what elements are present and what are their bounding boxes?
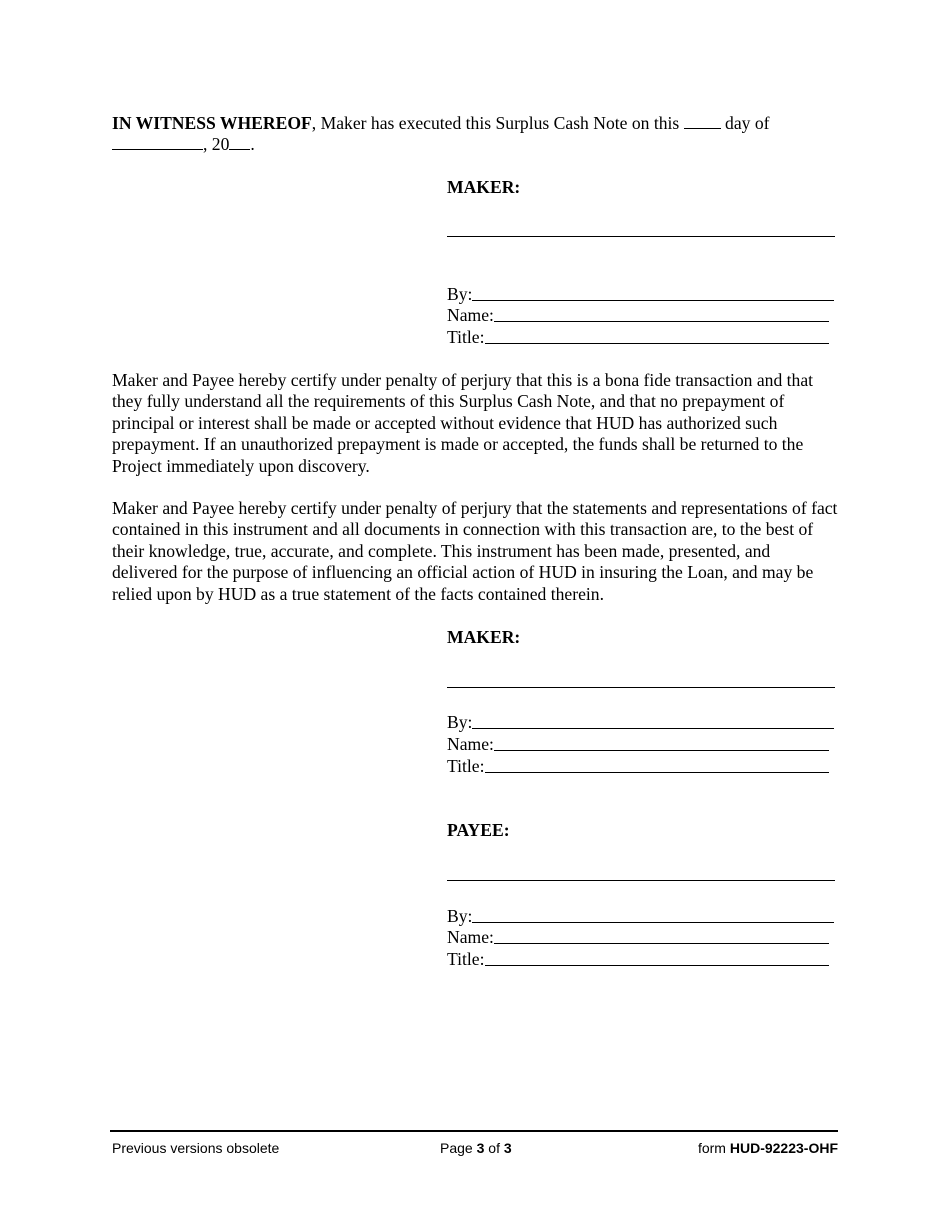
name-line[interactable] <box>494 321 829 322</box>
year-blank[interactable] <box>229 149 250 150</box>
form-number-value: HUD-92223-OHF <box>729 1140 838 1156</box>
title-label: Title: <box>447 756 485 776</box>
witness-text-b: day of <box>720 113 770 133</box>
page-prefix: Page <box>440 1140 477 1156</box>
maker-title-field-1[interactable] <box>447 327 829 348</box>
maker-name-field-1[interactable] <box>447 305 829 326</box>
witness-clause-line-2 <box>112 134 255 155</box>
title-label: Title: <box>447 949 485 969</box>
page-of: of <box>484 1140 504 1156</box>
witness-text-a: , Maker has executed this Surplus Cash Note on this <box>311 113 684 133</box>
title-line[interactable] <box>485 343 829 344</box>
maker-signature-line-1[interactable] <box>447 236 835 237</box>
month-blank[interactable] <box>112 149 203 150</box>
maker-name-field-2[interactable] <box>447 734 829 755</box>
name-line[interactable] <box>494 750 829 751</box>
page-indicator <box>440 1139 512 1157</box>
name-label: Name: <box>447 734 494 754</box>
by-label: By: <box>447 712 473 732</box>
maker-by-field-1[interactable] <box>447 284 834 305</box>
payee-heading: PAYEE: <box>447 820 510 840</box>
name-line[interactable] <box>494 943 829 944</box>
form-prefix: form <box>697 1140 730 1156</box>
witness-text-d: . <box>250 134 255 154</box>
by-label: By: <box>447 906 473 926</box>
footer-divider <box>110 1130 838 1132</box>
certification-paragraph-2: Maker and Payee hereby certify under penalty of perjury that the statements and representations of fact contained in this instrument and all documents in connection with this transaction are, to the best of their knowledge, true, accurate, and complete. This instrument has been made, presented, and delivered for the purpose of influencing an official action of HUD in insuring the Loan, and may be relied upon by HUD as a true statement of the facts contained therein. <box>112 498 838 604</box>
name-label: Name: <box>447 305 494 325</box>
maker-title-field-2[interactable] <box>447 756 829 777</box>
witness-clause <box>112 113 770 134</box>
form-number <box>698 1139 838 1157</box>
maker-signature-line-2[interactable] <box>447 687 835 688</box>
payee-signature-line[interactable] <box>447 880 835 881</box>
payee-title-field[interactable] <box>447 949 829 970</box>
by-line[interactable] <box>472 300 834 301</box>
payee-name-field[interactable] <box>447 927 829 948</box>
witness-text-c: , 20 <box>203 134 230 154</box>
payee-by-field[interactable] <box>447 906 834 927</box>
by-line[interactable] <box>472 728 834 729</box>
witness-lead: IN WITNESS WHEREOF <box>112 113 312 133</box>
footer-left-note: Previous versions obsolete <box>112 1140 280 1156</box>
title-line[interactable] <box>485 772 829 773</box>
maker-heading-1: MAKER: <box>447 177 521 197</box>
page-total: 3 <box>503 1140 512 1156</box>
maker-heading-2: MAKER: <box>447 627 521 647</box>
title-line[interactable] <box>485 965 829 966</box>
title-label: Title: <box>447 327 485 347</box>
maker-by-field-2[interactable] <box>447 712 834 733</box>
by-line[interactable] <box>472 922 834 923</box>
name-label: Name: <box>447 927 494 947</box>
page-current: 3 <box>476 1140 485 1156</box>
certification-paragraph-1: Maker and Payee hereby certify under penalty of perjury that this is a bona fide transaction and that they fully understand all the requirements of this Surplus Cash Note, and that no prepayment of principal or interest shall be made or accepted without evidence that HUD has authorized such prepayment. If an unauthorized prepayment is made or accepted, the funds shall be returned to the Project immediately upon discovery. <box>112 370 814 476</box>
day-blank[interactable] <box>684 128 721 129</box>
by-label: By: <box>447 284 473 304</box>
